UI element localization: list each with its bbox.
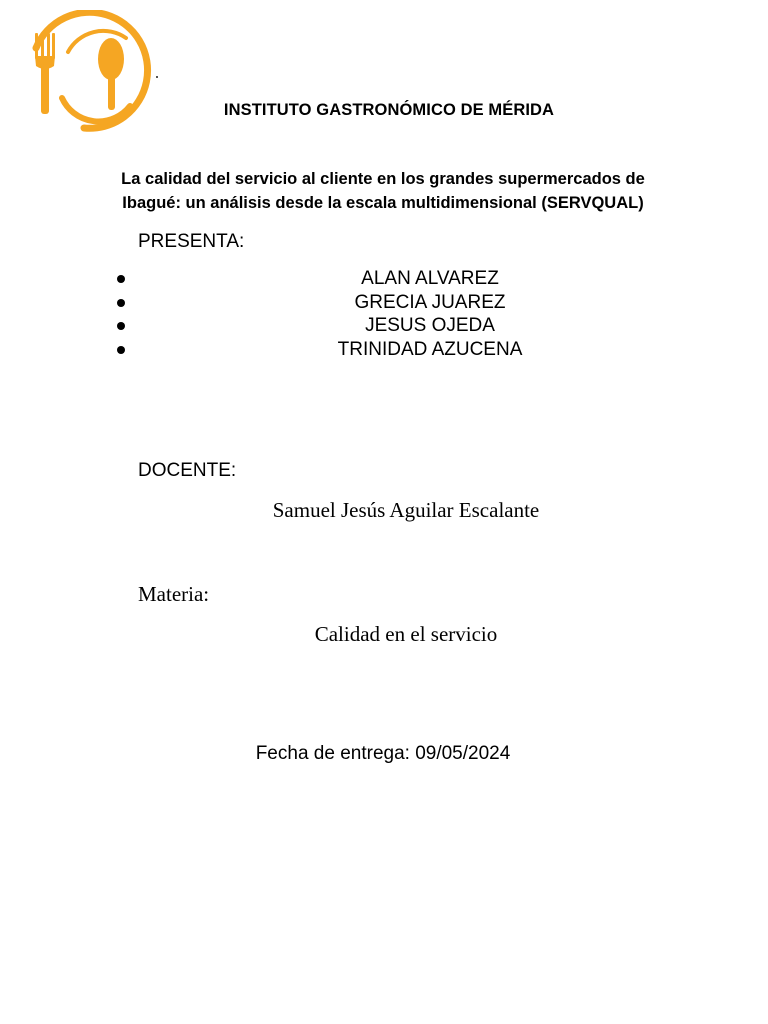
docente-label: DOCENTE: bbox=[138, 460, 237, 481]
bullet-icon bbox=[117, 275, 125, 283]
title-line-2: Ibagué: un análisis desde la escala multidimensional (SERVQUAL) bbox=[122, 194, 644, 212]
delivery-date: Fecha de entrega: 09/05/2024 bbox=[255, 743, 511, 764]
institute-name: INSTITUTO GASTRONÓMICO DE MÉRIDA bbox=[223, 101, 555, 119]
bullet-icon bbox=[117, 299, 125, 307]
list-item bbox=[110, 314, 750, 338]
bullet-icon bbox=[117, 346, 125, 354]
author-name: TRINIDAD AZUCENA bbox=[337, 338, 523, 360]
author-name: GRECIA JUAREZ bbox=[354, 291, 506, 313]
list-item bbox=[110, 267, 750, 291]
materia-label: Materia: bbox=[138, 582, 210, 606]
document-title bbox=[60, 167, 706, 215]
list-item bbox=[110, 291, 750, 315]
author-name: ALAN ALVAREZ bbox=[361, 268, 499, 289]
teacher-name: Samuel Jesús Aguilar Escalante bbox=[272, 498, 540, 522]
title-line-1: La calidad del servicio al cliente en los grandes supermercados de bbox=[121, 170, 645, 188]
author-name: JESUS OJEDA bbox=[365, 315, 495, 336]
authors-list bbox=[110, 267, 750, 361]
bullet-icon bbox=[117, 322, 125, 330]
presenta-label: PRESENTA: bbox=[138, 231, 245, 252]
list-item bbox=[110, 338, 750, 362]
decorative-dot bbox=[156, 76, 158, 78]
subject-name: Calidad en el servicio bbox=[314, 622, 498, 646]
